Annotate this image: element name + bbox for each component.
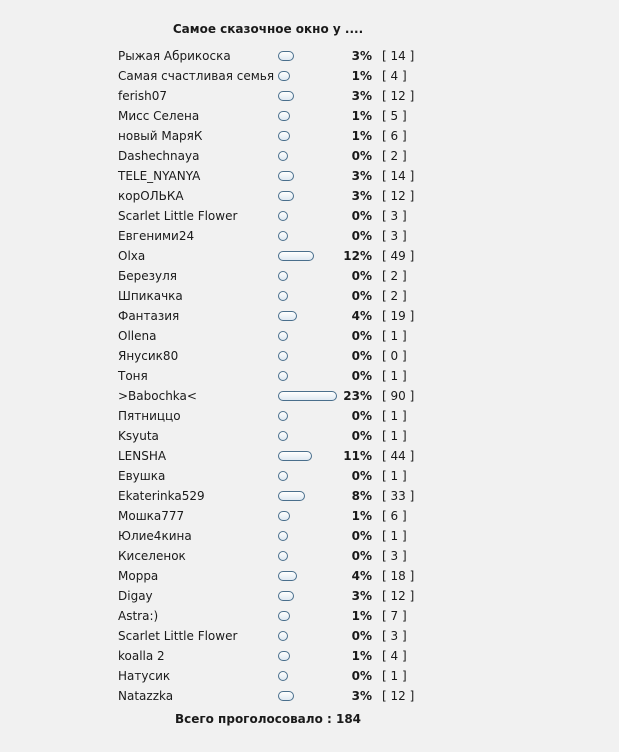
- poll-result-bar: [278, 491, 305, 501]
- poll-result-bar: [278, 211, 288, 221]
- poll-result-bar-fill: [278, 351, 288, 361]
- poll-option-percent: 3%: [351, 189, 372, 203]
- poll-option-votes: [ 3 ]: [382, 209, 407, 223]
- poll-result-bar-fill: [278, 631, 288, 641]
- poll-option-name: Фантазия: [118, 309, 180, 323]
- poll-option-votes: [ 2 ]: [382, 149, 407, 163]
- poll-option-votes: [ 49 ]: [382, 249, 415, 263]
- poll-result-bar-fill: [278, 451, 312, 461]
- poll-option-votes: [ 12 ]: [382, 89, 415, 103]
- poll-option-row: [118, 506, 438, 526]
- poll-result-bar-fill: [278, 231, 288, 241]
- poll-result-bar-fill: [278, 71, 290, 81]
- poll-option-percent: 11%: [343, 449, 372, 463]
- poll-option-votes: [ 0 ]: [382, 349, 407, 363]
- poll-result-bar: [278, 411, 288, 421]
- poll-option-votes: [ 12 ]: [382, 589, 415, 603]
- poll-option-row: [118, 346, 438, 366]
- poll-result-bar: [278, 671, 288, 681]
- poll-result-bar: [278, 691, 294, 701]
- poll-result-bar: [278, 71, 290, 81]
- poll-options-list: [118, 46, 438, 706]
- poll-option-percent: 0%: [351, 149, 372, 163]
- poll-result-bar-fill: [278, 311, 297, 321]
- poll-result-bar: [278, 251, 314, 261]
- poll-result-bar-fill: [278, 131, 290, 141]
- poll-result-bar: [278, 91, 294, 101]
- poll-option-votes: [ 1 ]: [382, 669, 407, 683]
- poll-result-bar-fill: [278, 271, 288, 281]
- poll-option-votes: [ 14 ]: [382, 169, 415, 183]
- poll-option-votes: [ 1 ]: [382, 529, 407, 543]
- poll-option-percent: 0%: [351, 549, 372, 563]
- poll-option-votes: [ 6 ]: [382, 129, 407, 143]
- poll-option-name: TELE_NYANYA: [118, 169, 201, 183]
- poll-option-votes: [ 7 ]: [382, 609, 407, 623]
- poll-option-percent: 23%: [343, 389, 372, 403]
- poll-option-name: Янусик80: [118, 349, 179, 363]
- poll-result-bar-fill: [278, 91, 294, 101]
- poll-option-name: Шпикачка: [118, 289, 183, 303]
- poll-option-percent: 12%: [343, 249, 372, 263]
- poll-option-votes: [ 1 ]: [382, 429, 407, 443]
- poll-option-percent: 0%: [351, 469, 372, 483]
- poll-option-percent: 0%: [351, 229, 372, 243]
- poll-option-row: [118, 526, 438, 546]
- poll-option-name: Scarlet Little Flower: [118, 629, 238, 643]
- poll-option-row: [118, 566, 438, 586]
- poll-option-percent: 3%: [351, 689, 372, 703]
- poll-option-percent: 0%: [351, 289, 372, 303]
- poll-option-row: [118, 466, 438, 486]
- poll-option-row: [118, 366, 438, 386]
- poll-option-percent: 0%: [351, 269, 372, 283]
- poll-option-percent: 4%: [351, 309, 372, 323]
- poll-option-row: [118, 226, 438, 246]
- poll-result-bar: [278, 271, 288, 281]
- poll-result-bar-fill: [278, 551, 288, 561]
- poll-option-row: [118, 406, 438, 426]
- poll-option-percent: 1%: [351, 649, 372, 663]
- poll-option-row: [118, 266, 438, 286]
- poll-result-bar-fill: [278, 251, 314, 261]
- poll-result-bar-fill: [278, 171, 294, 181]
- poll-option-votes: [ 1 ]: [382, 469, 407, 483]
- poll-result-bar-fill: [278, 491, 305, 501]
- poll-result-bar: [278, 571, 297, 581]
- poll-option-votes: [ 14 ]: [382, 49, 415, 63]
- poll-option-percent: 0%: [351, 329, 372, 343]
- poll-result-bar-fill: [278, 691, 294, 701]
- poll-option-percent: 1%: [351, 69, 372, 83]
- poll-result-bar: [278, 291, 288, 301]
- poll-option-percent: 3%: [351, 89, 372, 103]
- poll-option-row: [118, 546, 438, 566]
- poll-option-row: [118, 666, 438, 686]
- poll-result-bar: [278, 51, 294, 61]
- poll-result-bar: [278, 131, 290, 141]
- poll-option-votes: [ 18 ]: [382, 569, 415, 583]
- poll-result-bar-fill: [278, 431, 288, 441]
- poll-option-name: Юлие4кина: [118, 529, 192, 543]
- poll-result-bar-fill: [278, 331, 288, 341]
- poll-option-percent: 3%: [351, 49, 372, 63]
- poll-result-bar-fill: [278, 471, 288, 481]
- poll-result-bar-fill: [278, 371, 288, 381]
- poll-option-percent: 4%: [351, 569, 372, 583]
- poll-option-votes: [ 3 ]: [382, 629, 407, 643]
- poll-option-votes: [ 1 ]: [382, 369, 407, 383]
- poll-option-row: [118, 126, 438, 146]
- poll-option-row: [118, 246, 438, 266]
- poll-result-bar-fill: [278, 671, 288, 681]
- poll-option-percent: 0%: [351, 409, 372, 423]
- poll-option-votes: [ 19 ]: [382, 309, 415, 323]
- poll-option-name: Березуля: [118, 269, 177, 283]
- poll-option-name: Ksyuta: [118, 429, 159, 443]
- poll-option-name: >Babochka<: [118, 389, 197, 403]
- poll-option-name: Мисс Селена: [118, 109, 200, 123]
- poll-option-votes: [ 3 ]: [382, 549, 407, 563]
- poll-option-row: [118, 386, 438, 406]
- poll-result-bar: [278, 171, 294, 181]
- poll-option-votes: [ 3 ]: [382, 229, 407, 243]
- poll-option-name: Натусик: [118, 669, 171, 683]
- poll-title: Самое сказочное окно у ....: [172, 22, 364, 36]
- poll-option-votes: [ 6 ]: [382, 509, 407, 523]
- poll-option-name: Тоня: [118, 369, 148, 383]
- poll-result-bar-fill: [278, 211, 288, 221]
- poll-result-bar-fill: [278, 591, 294, 601]
- poll-result-bar-fill: [278, 611, 290, 621]
- poll-result-bar: [278, 471, 288, 481]
- poll-option-name: новый МаряК: [118, 129, 203, 143]
- poll-option-percent: 0%: [351, 349, 372, 363]
- poll-option-votes: [ 2 ]: [382, 289, 407, 303]
- poll-result-bar: [278, 591, 294, 601]
- poll-option-name: Dashechnaya: [118, 149, 200, 163]
- poll-option-row: [118, 66, 438, 86]
- poll-option-row: [118, 146, 438, 166]
- poll-option-row: [118, 686, 438, 706]
- poll-option-percent: 3%: [351, 589, 372, 603]
- poll-option-votes: [ 5 ]: [382, 109, 407, 123]
- poll-result-bar: [278, 531, 288, 541]
- poll-option-percent: 0%: [351, 429, 372, 443]
- poll-result-bar-fill: [278, 51, 294, 61]
- poll-option-percent: 8%: [351, 489, 372, 503]
- poll-option-percent: 1%: [351, 109, 372, 123]
- poll-result-bar: [278, 331, 288, 341]
- poll-result-bar-fill: [278, 651, 290, 661]
- poll-option-name: Мошка777: [118, 509, 185, 523]
- poll-option-votes: [ 12 ]: [382, 689, 415, 703]
- poll-option-votes: [ 12 ]: [382, 189, 415, 203]
- poll-option-votes: [ 4 ]: [382, 649, 407, 663]
- poll-option-name: Киселенок: [118, 549, 186, 563]
- poll-option-name: Scarlet Little Flower: [118, 209, 238, 223]
- poll-option-name: Astra:): [118, 609, 159, 623]
- poll-result-bar-fill: [278, 411, 288, 421]
- poll-option-row: [118, 646, 438, 666]
- poll-result-bar: [278, 451, 312, 461]
- poll-result-bar: [278, 311, 297, 321]
- poll-option-percent: 0%: [351, 629, 372, 643]
- poll-option-votes: [ 44 ]: [382, 449, 415, 463]
- poll-option-percent: 1%: [351, 509, 372, 523]
- poll-option-row: [118, 326, 438, 346]
- poll-option-votes: [ 33 ]: [382, 489, 415, 503]
- poll-option-name: Ekaterinka529: [118, 489, 205, 503]
- poll-option-votes: [ 2 ]: [382, 269, 407, 283]
- poll-result-bar-fill: [278, 191, 294, 201]
- poll-option-votes: [ 1 ]: [382, 409, 407, 423]
- poll-option-name: Olxa: [118, 249, 146, 263]
- poll-result-bar: [278, 111, 290, 121]
- poll-option-name: ferish07: [118, 89, 168, 103]
- poll-option-percent: 3%: [351, 169, 372, 183]
- poll-option-row: [118, 626, 438, 646]
- poll-option-votes: [ 4 ]: [382, 69, 407, 83]
- poll-option-row: [118, 46, 438, 66]
- poll-result-bar-fill: [278, 291, 288, 301]
- poll-result-bar-fill: [278, 531, 288, 541]
- poll-option-row: [118, 286, 438, 306]
- poll-result-bar: [278, 611, 290, 621]
- poll-result-bar: [278, 631, 288, 641]
- poll-option-row: [118, 166, 438, 186]
- poll-option-votes: [ 90 ]: [382, 389, 415, 403]
- poll-option-name: koalla 2: [118, 649, 165, 663]
- poll-result-bar: [278, 371, 288, 381]
- poll-total-votes: Всего проголосовало : 184: [174, 712, 362, 726]
- poll-option-percent: 0%: [351, 369, 372, 383]
- poll-option-row: [118, 186, 438, 206]
- poll-result-bar: [278, 551, 288, 561]
- poll-option-row: [118, 306, 438, 326]
- poll-result-bar: [278, 191, 294, 201]
- poll-option-name: Ollena: [118, 329, 157, 343]
- poll-option-name: Евгеними24: [118, 229, 195, 243]
- poll-result-bar: [278, 351, 288, 361]
- poll-result-bar: [278, 431, 288, 441]
- poll-option-row: [118, 586, 438, 606]
- poll-option-percent: 0%: [351, 209, 372, 223]
- poll-result-bar-fill: [278, 511, 290, 521]
- poll-option-name: Морра: [118, 569, 159, 583]
- poll-option-name: Самая счастливая семья: [118, 69, 275, 83]
- poll-option-name: Natazzka: [118, 689, 174, 703]
- poll-option-name: Рыжая Абрикоска: [118, 49, 231, 63]
- poll-option-row: [118, 206, 438, 226]
- poll-result-bar: [278, 511, 290, 521]
- poll-option-row: [118, 446, 438, 466]
- poll-option-row: [118, 106, 438, 126]
- poll-result-bar-fill: [278, 151, 288, 161]
- poll-option-name: Евушка: [118, 469, 166, 483]
- poll-option-percent: 1%: [351, 129, 372, 143]
- poll-option-votes: [ 1 ]: [382, 329, 407, 343]
- poll-result-bar: [278, 231, 288, 241]
- poll-option-name: Пятниццо: [118, 409, 181, 423]
- poll-option-name: LENSHA: [118, 449, 167, 463]
- poll-option-percent: 0%: [351, 529, 372, 543]
- poll-option-percent: 0%: [351, 669, 372, 683]
- poll-option-name: Digay: [118, 589, 153, 603]
- poll-result-bar: [278, 151, 288, 161]
- poll-option-percent: 1%: [351, 609, 372, 623]
- poll-result-bar-fill: [278, 571, 297, 581]
- poll-result-bar: [278, 651, 290, 661]
- poll-result-bar-fill: [278, 111, 290, 121]
- poll-option-name: корОЛЬКА: [118, 189, 184, 203]
- poll-option-row: [118, 606, 438, 626]
- poll-option-row: [118, 426, 438, 446]
- poll-option-row: [118, 486, 438, 506]
- poll-option-row: [118, 86, 438, 106]
